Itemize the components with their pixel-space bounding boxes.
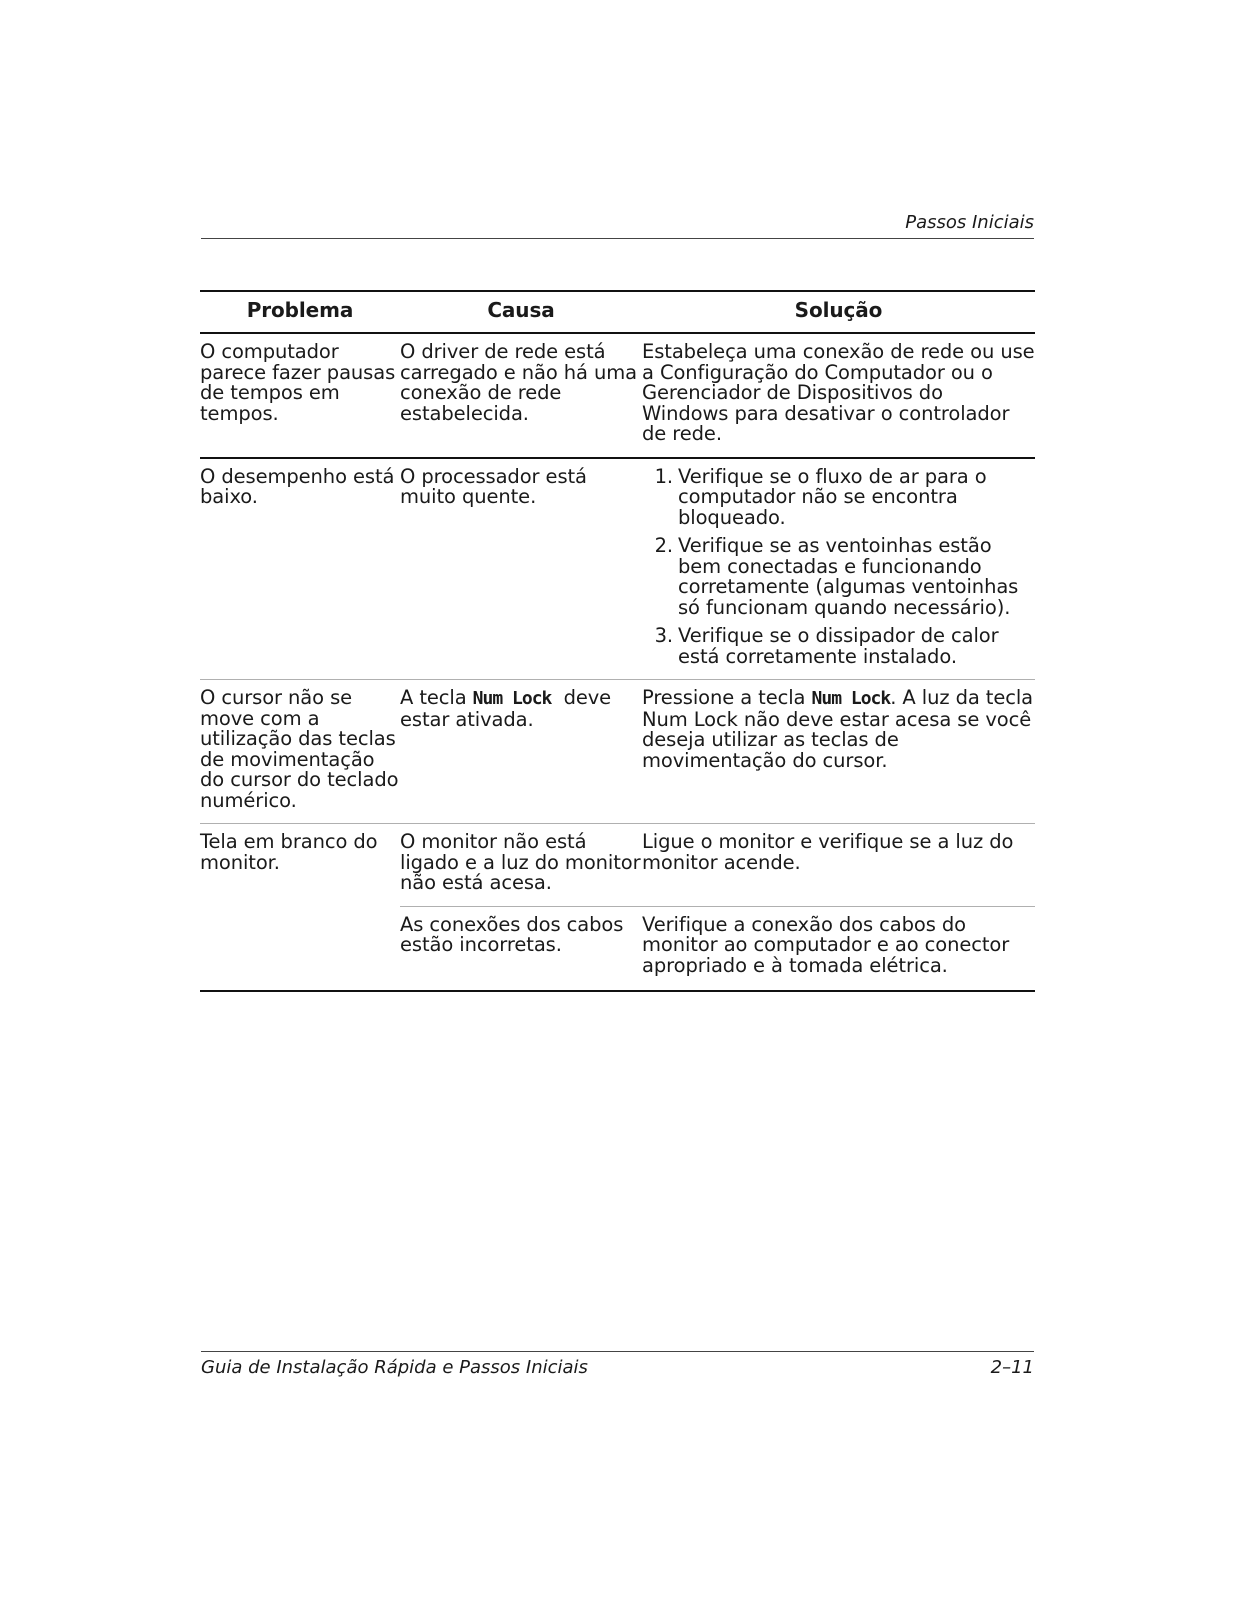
problem-cell: O desempenho está baixo. [200,464,395,508]
solution-steps-list [642,464,1035,668]
step-text: Verifique se o fluxo de ar para o computador não se encontra bloqueado. [678,464,987,529]
cause-cell: As conexões dos cabos estão incorretas. [400,912,624,956]
solution-step [642,536,1035,618]
solution-text-after: . A luz da tecla Num Lock não deve estar acesa se você deseja utilizar as teclas de movimentação do cursor. [642,686,1034,772]
solution-text-before: Pressione a tecla [642,686,812,709]
table-row [200,332,1035,457]
step-text: Verifique se o dissipador de calor está corretamente instalado. [678,624,999,668]
column-header-problema: Problema [246,298,354,322]
problem-cell: O computador parece fazer pausas de tempos em tempos. [200,340,396,425]
problem-cell: Tela em branco do monitor. [200,830,378,874]
cause-cell: O processador está muito quente. [400,464,587,508]
cause-text-before: A tecla [400,686,473,709]
num-lock-key-label: Num Lock [472,688,552,709]
step-number: 3. [654,624,673,647]
table-row [400,906,1035,991]
cause-cell: O driver de rede está carregado e não há uma conexão de rede estabelecida. [400,340,638,425]
running-header: Passos Iniciais [905,212,1034,233]
step-text: Verifique se as ventoinhas estão bem conectadas e funcionando corretamente (algumas ventoinhas só funcionam quando necessário). [678,534,1019,619]
cause-text-after: deve estar ativada. [400,686,618,731]
footer-rule [201,1351,1034,1352]
num-lock-key-label: Num Lock [811,688,891,709]
solution-step [642,464,1035,529]
problem-cell: O cursor não se move com a utilização das teclas de movimentação do cursor do teclado numérico. [200,686,399,812]
table-row [200,823,1035,906]
table-row [200,457,1035,680]
solution-step [642,626,1035,667]
solution-cell [642,464,1035,668]
table-row [200,679,1035,823]
table-header-row [200,292,1035,332]
solution-cell [642,688,1035,811]
footer-title: Guia de Instalação Rápida e Passos Iniciais [201,1357,588,1378]
step-number: 2. [654,534,673,557]
cause-cell [400,688,642,811]
page-number: 2–11 [990,1357,1034,1378]
solution-cell: Verifique a conexão dos cabos do monitor ao computador e ao conector apropriado e à tomada elétrica. [642,912,1010,977]
step-number: 1. [654,464,673,488]
column-header-causa: Causa [487,298,555,322]
solution-cell: Ligue o monitor e verifique se a luz do monitor acende. [642,830,1014,874]
solution-cell: Estabeleça uma conexão de rede ou use a Configuração do Computador ou o Gerenciador de Dispositivos do Windows para desativar o controlador de rede. [642,340,1035,445]
column-header-solucao: Solução [794,298,883,322]
header-rule [201,238,1034,239]
troubleshooting-table [200,290,1035,992]
cause-cell: O monitor não está ligado e a luz do monitor não está acesa. [400,830,641,894]
